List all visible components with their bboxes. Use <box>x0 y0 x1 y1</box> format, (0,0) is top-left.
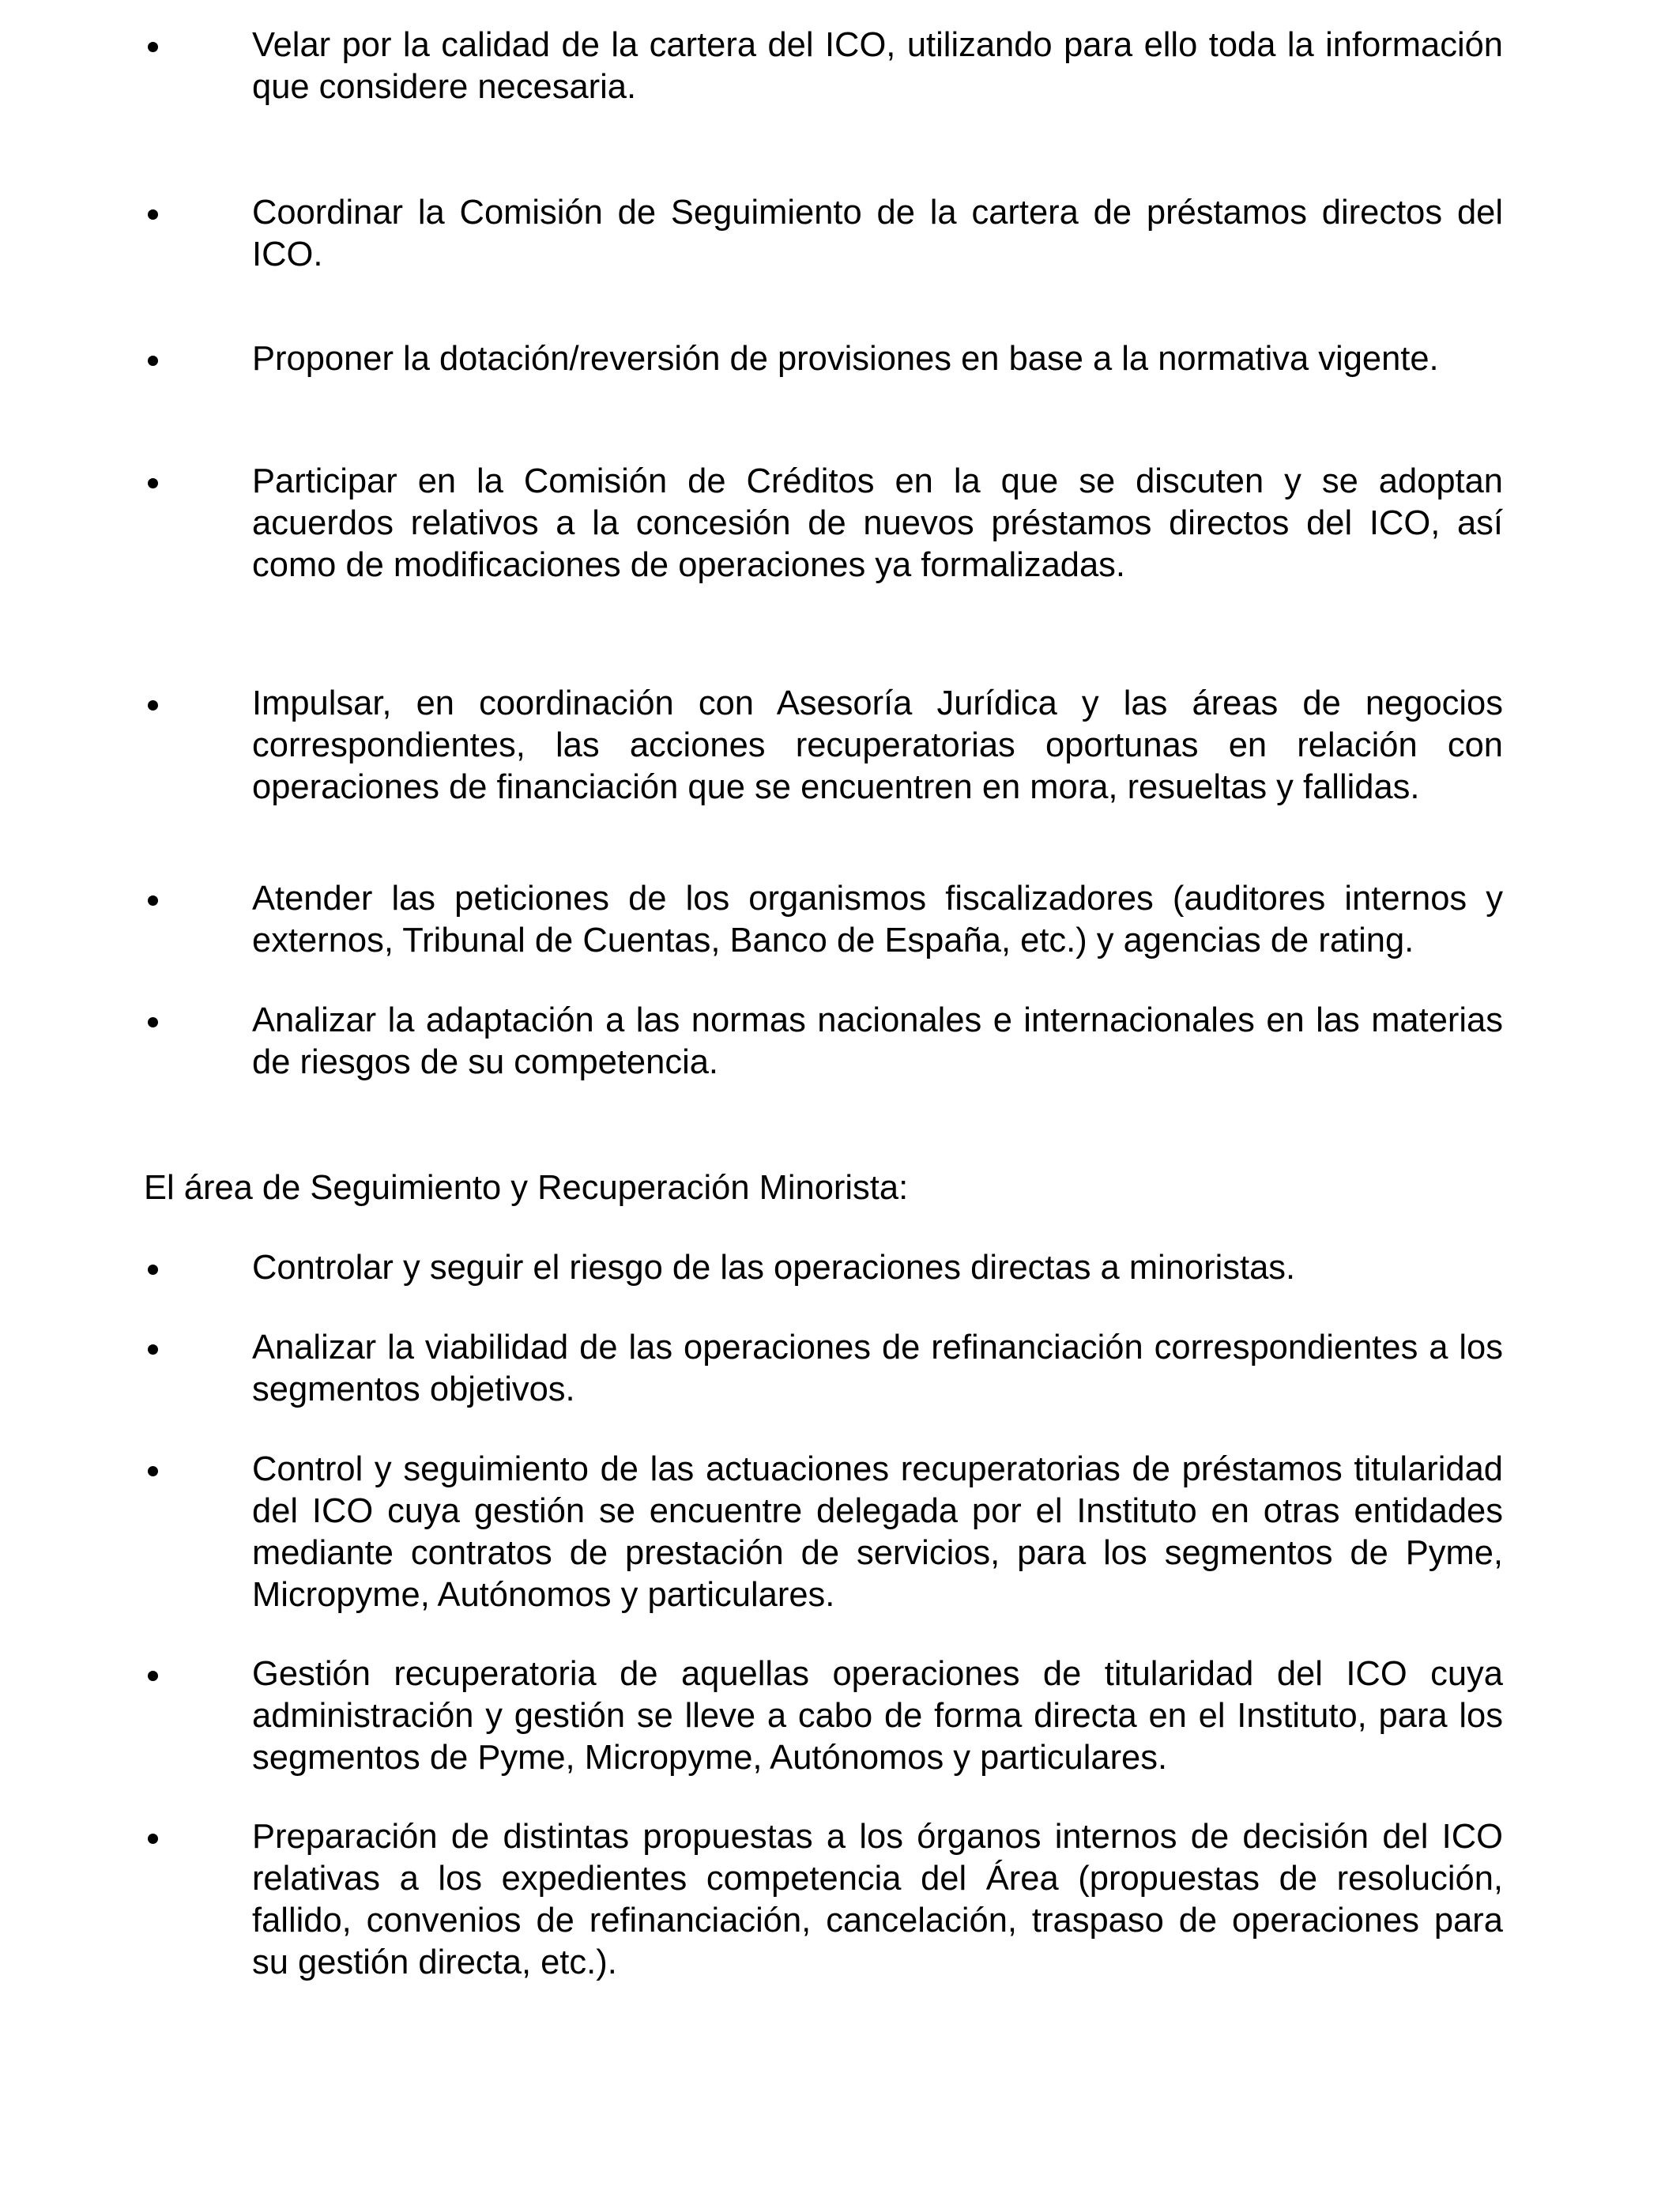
list-item-text: Analizar la viabilidad de las operaciones de refinanciación correspondientes a los segmentos objetivos. <box>252 1329 1503 1408</box>
bullet-icon <box>144 192 168 234</box>
list-item-text: Participar en la Comisión de Créditos en la que se discuten y se adoptan acuerdos relativos a la concesión de nuevos préstamos directos del ICO, así como de modificaciones de operaciones ya formalizadas. <box>252 462 1503 584</box>
list-item-text: Coordinar la Comisión de Seguimiento de la cartera de préstamos directos del ICO. <box>252 194 1503 273</box>
bullet-icon <box>144 1247 168 1289</box>
list-item-text: Preparación de distintas propuestas a los órganos internos de decisión del ICO relativas a los expedientes competencia del Área (propuestas de resolución, fallido, convenios de refinanciación, cancelación, traspaso de operaciones para su gestión directa, etc.). <box>252 1818 1503 1981</box>
section-heading: El área de Seguimiento y Recuperación Minorista: <box>144 1169 909 1207</box>
bullet-icon <box>144 1000 168 1042</box>
bullet-icon <box>144 683 168 725</box>
bullet-icon <box>144 1449 168 1491</box>
bullet-icon <box>144 338 168 380</box>
list-item-text: Impulsar, en coordinación con Asesoría Jurídica y las áreas de negocios correspondientes, las acciones recuperatorias oportunas en relación con operaciones de financiación que se encuentren en mora, resueltas y fallidas. <box>252 684 1503 806</box>
bullet-icon <box>144 461 168 503</box>
bullet-icon <box>144 1816 168 1858</box>
list-item-text: Controlar y seguir el riesgo de las operaciones directas a minoristas. <box>252 1249 1296 1287</box>
list-item-text: Control y seguimiento de las actuaciones recuperatorias de préstamos titularidad del ICO cuya gestión se encuentre delegada por el Instituto en otras entidades mediante contratos de prestación de servicios, para los segmentos de Pyme, Micropyme, Autónomos y particulares. <box>252 1450 1503 1614</box>
bullet-icon <box>144 1327 168 1369</box>
list-item-text: Analizar la adaptación a las normas nacionales e internacionales en las materias de riesgos de su competencia. <box>252 1001 1503 1081</box>
list-item-text: Gestión recuperatoria de aquellas operaciones de titularidad del ICO cuya administración y gestión se lleve a cabo de forma directa en el Instituto, para los segmentos de Pyme, Micropyme, Autónomos y particulares. <box>252 1655 1503 1777</box>
list-item-text: Proponer la dotación/reversión de provisiones en base a la normativa vigente. <box>252 340 1439 378</box>
bullet-icon <box>144 1653 168 1695</box>
bullet-icon <box>144 878 168 920</box>
list-item-text: Velar por la calidad de la cartera del ICO, utilizando para ello toda la información que considere necesaria. <box>252 26 1503 106</box>
bullet-icon <box>144 25 168 66</box>
list-item-text: Atender las peticiones de los organismos fiscalizadores (auditores internos y externos, Tribunal de Cuentas, Banco de España, etc.) y agencias de rating. <box>252 880 1503 959</box>
